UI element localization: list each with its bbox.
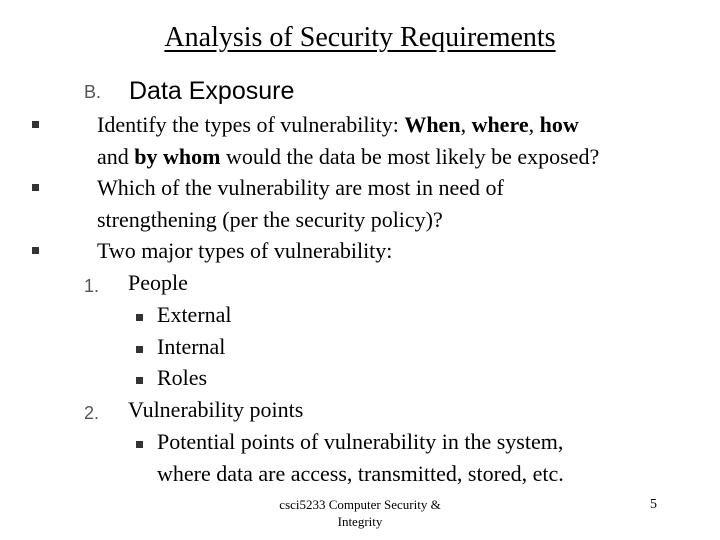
item-identify-line2: and by whom would the data be most likely be exposed?: [97, 144, 600, 169]
square-bullet-icon: [136, 441, 143, 448]
list-number-1: 1.: [84, 276, 100, 296]
square-bullet-icon: [32, 184, 39, 191]
vulnerability-points-line1: Potential points of vulnerability in the system,: [157, 429, 564, 454]
item-strengthen-line1: Which of the vulnerability are most in need of: [97, 175, 504, 200]
people-internal: Internal: [157, 334, 226, 359]
page-number: 5: [650, 497, 657, 512]
square-bullet-icon: [136, 377, 143, 384]
section-marker: B.: [84, 82, 102, 102]
item-strengthen-line2: strengthening (per the security policy)?: [97, 207, 443, 232]
square-bullet-icon: [136, 314, 143, 321]
square-bullet-icon: [32, 247, 39, 254]
vulnerability-points-label: Vulnerability points: [128, 397, 304, 422]
section-title: Data Exposure: [129, 77, 295, 105]
item-two-types: Two major types of vulnerability:: [97, 238, 393, 263]
list-number-2: 2.: [84, 403, 100, 423]
slide-footer: [250, 496, 470, 530]
slide-title: Analysis of Security Requirements: [164, 22, 556, 53]
square-bullet-icon: [32, 121, 39, 128]
footer-line2: Integrity: [337, 514, 383, 529]
people-roles: Roles: [157, 365, 208, 390]
square-bullet-icon: [136, 346, 143, 353]
people-label: People: [128, 270, 188, 295]
vulnerability-points-line2: where data are access, transmitted, stored, etc.: [157, 461, 564, 486]
people-external: External: [157, 302, 232, 327]
footer-line1: csci5233 Computer Security &: [279, 497, 441, 512]
item-identify-line1: Identify the types of vulnerability: When, where, how: [97, 112, 579, 137]
